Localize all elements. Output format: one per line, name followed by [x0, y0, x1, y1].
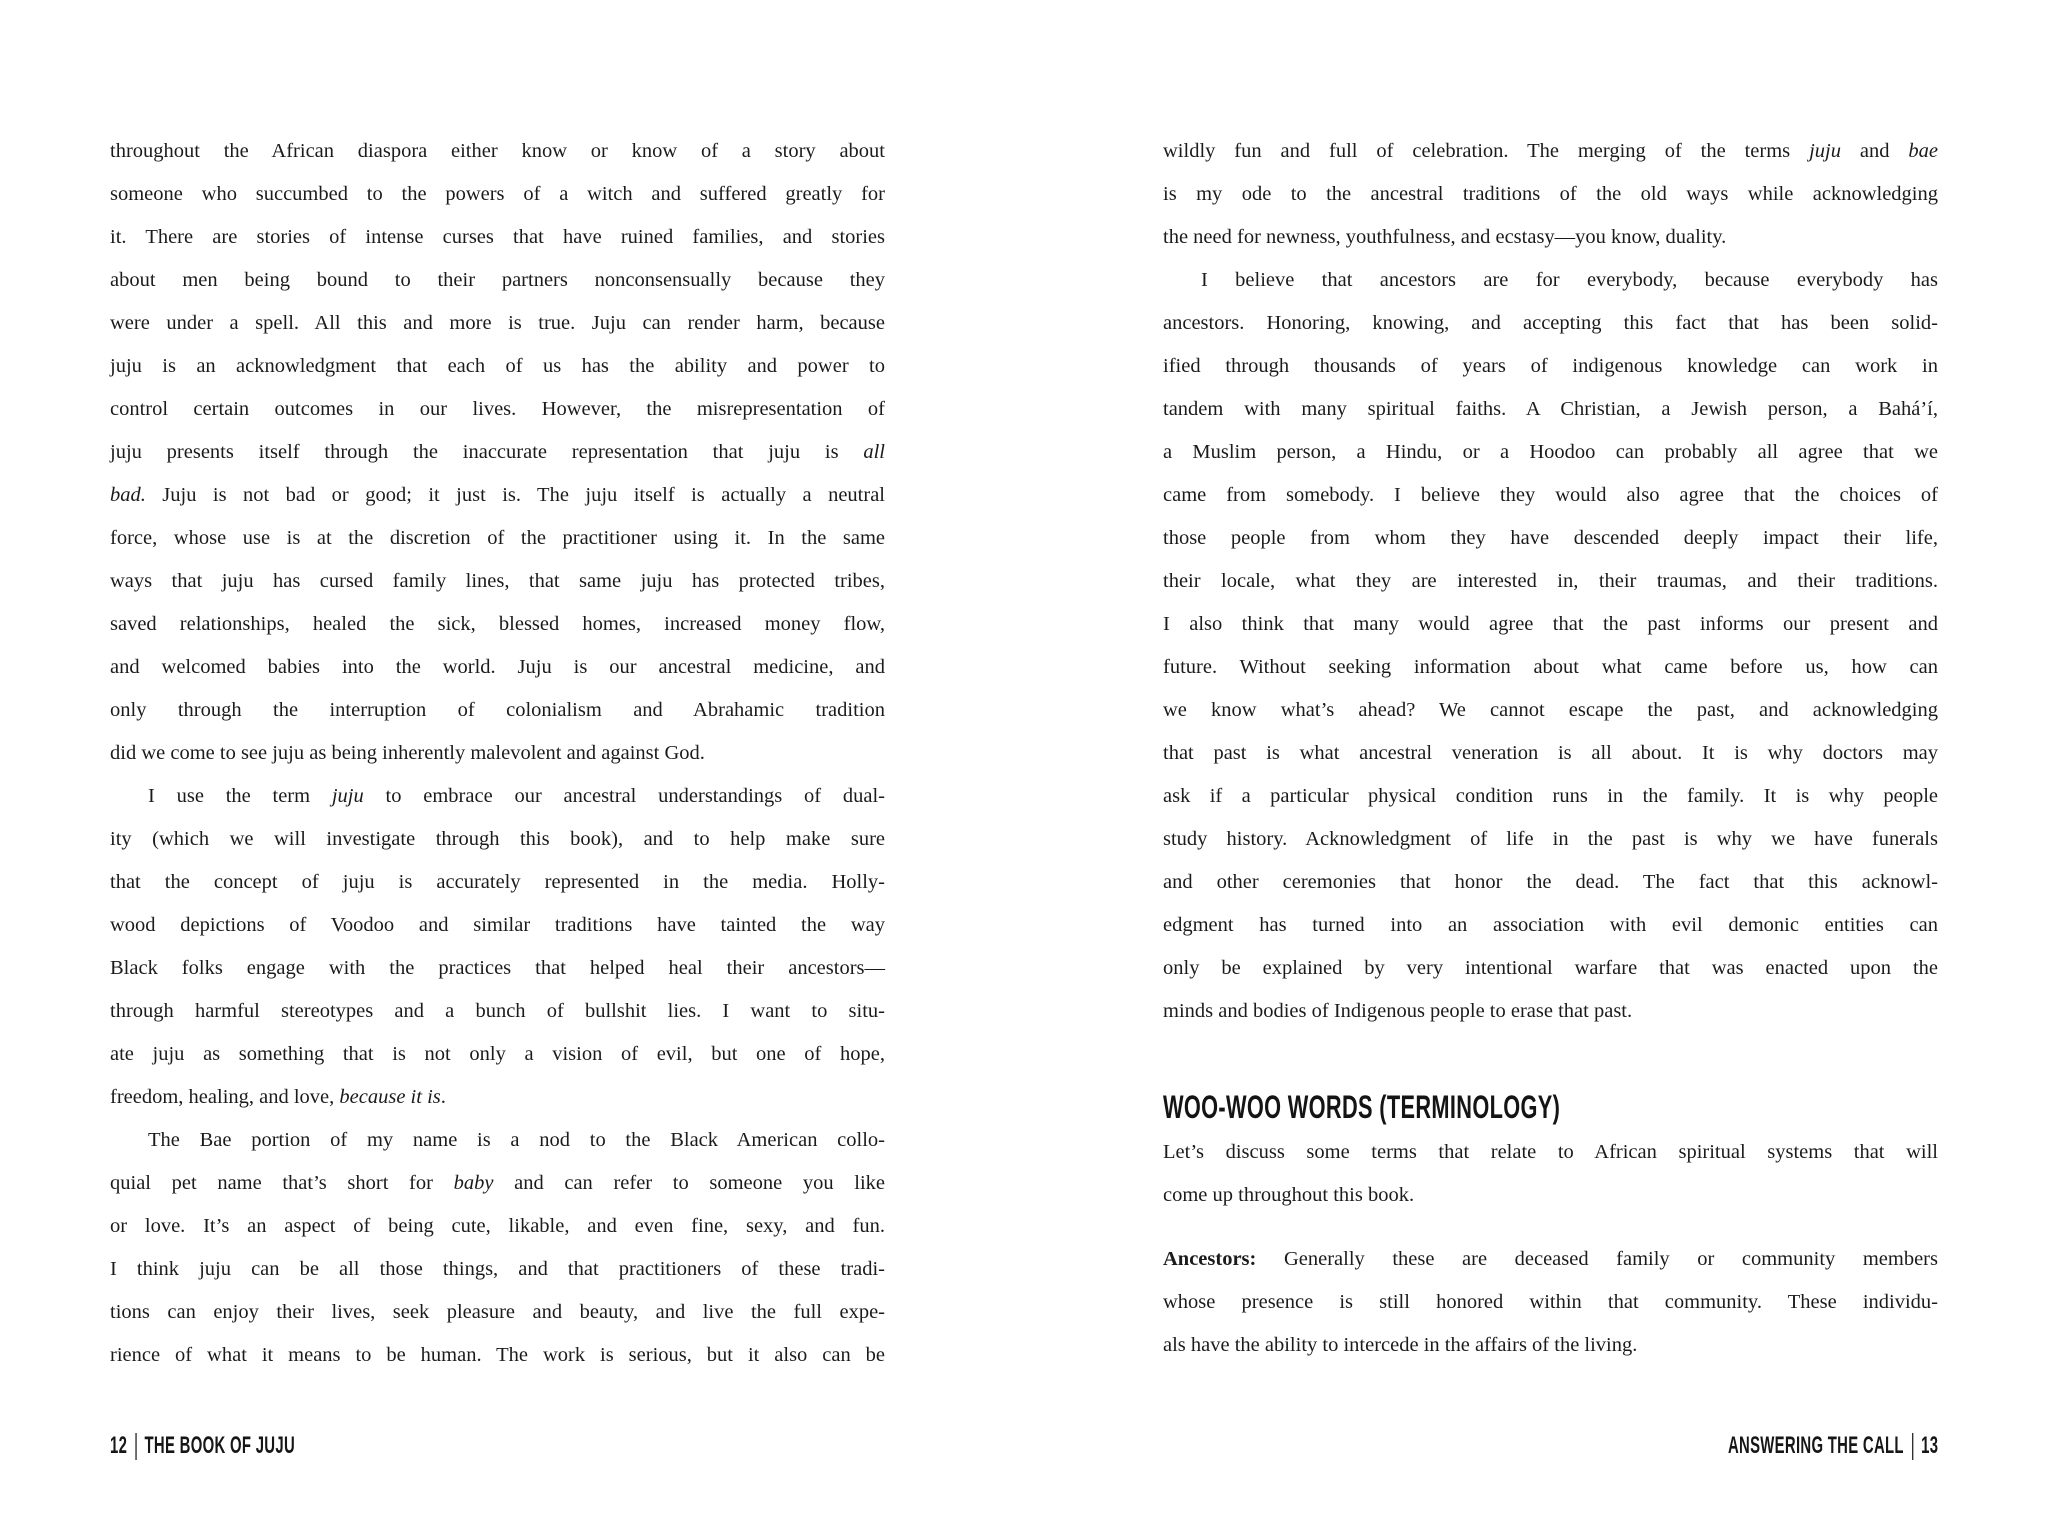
paragraph: [1163, 1238, 1938, 1367]
text-line: I believe that ancestors are for everybody, because everybody has: [1201, 269, 1938, 291]
footer-separator: [1912, 1433, 1913, 1460]
left-footer-text: [110, 1432, 295, 1460]
text-line: I also think that many would agree that the past informs our present and: [1163, 613, 1938, 635]
text-line: that past is what ancestral veneration is all about. It is why doctors may: [1163, 742, 1938, 764]
text-line: minds and bodies of Indigenous people to erase that past.: [1163, 1000, 1633, 1022]
text-line: ate juju as something that is not only a vision of evil, but one of hope,: [110, 1043, 885, 1065]
text-line: ask if a particular physical condition runs in the family. It is why people: [1163, 785, 1938, 807]
text-line: bad. Juju is not bad or good; it just is. The juju itself is actually a neutral: [110, 484, 885, 506]
text-line: were under a spell. All this and more is true. Juju can render harm, because: [110, 312, 885, 334]
text-line: freedom, healing, and love, because it is.: [110, 1086, 446, 1108]
text-line: that the concept of juju is accurately represented in the media. Holly-: [110, 871, 885, 893]
text-line: rience of what it means to be human. The work is serious, but it also can be: [110, 1344, 885, 1366]
text-line: I think juju can be all those things, and that practitioners of these tradi-: [110, 1258, 885, 1280]
section-heading-block: [1163, 1089, 1938, 1125]
text-line: edgment has turned into an association with evil demonic entities can: [1163, 914, 1938, 936]
text-line: future. Without seeking information about what came before us, how can: [1163, 656, 1938, 678]
text-line: only be explained by very intentional warfare that was enacted upon the: [1163, 957, 1938, 979]
text-line: it. There are stories of intense curses that have ruined families, and stories: [110, 226, 885, 248]
paragraph: [1163, 259, 1938, 1033]
text-line: and welcomed babies into the world. Juju is our ancestral medicine, and: [110, 656, 885, 678]
text-line: we know what’s ahead? We cannot escape the past, and acknowledging: [1163, 699, 1938, 721]
text-line: ity (which we will investigate through this book), and to help make sure: [110, 828, 885, 850]
text-line: juju is an acknowledgment that each of us has the ability and power to: [110, 355, 885, 377]
text-line: did we come to see juju as being inherently malevolent and against God.: [110, 742, 705, 764]
text-line: wildly fun and full of celebration. The merging of the terms juju and bae: [1163, 140, 1938, 162]
book-running-title: THE BOOK OF JUJU: [144, 1432, 296, 1459]
section-heading: WOO-WOO WORDS (TERMINOLOGY): [1163, 1089, 1561, 1125]
chapter-running-title: ANSWERING THE CALL: [1727, 1432, 1904, 1459]
text-line: their locale, what they are interested in, their traumas, and their traditions.: [1163, 570, 1938, 592]
text-line: whose presence is still honored within that community. These individu-: [1163, 1291, 1938, 1313]
text-line: the need for newness, youthfulness, and ecstasy—you know, duality.: [1163, 226, 1727, 248]
text-line: ways that juju has cursed family lines, that same juju has protected tribes,: [110, 570, 885, 592]
text-line: Ancestors: Generally these are deceased family or community members: [1163, 1248, 1938, 1270]
right-page-flow: [1163, 130, 1938, 1367]
left-page-footer: [110, 1432, 408, 1460]
text-line: force, whose use is at the discretion of the practitioner using it. In the same: [110, 527, 885, 549]
text-line: is my ode to the ancestral traditions of the old ways while acknowledging: [1163, 183, 1938, 205]
text-line: wood depictions of Voodoo and similar traditions have tainted the way: [110, 914, 885, 936]
text-line: tandem with many spiritual faiths. A Christian, a Jewish person, a Bahá’í,: [1163, 398, 1938, 420]
text-line: tions can enjoy their lives, seek pleasure and beauty, and live the full expe-: [110, 1301, 885, 1323]
text-line: throughout the African diaspora either know or know of a story about: [110, 140, 885, 162]
paragraph: [1163, 1131, 1938, 1217]
text-line: ified through thousands of years of indigenous knowledge can work in: [1163, 355, 1938, 377]
terminology-section: [1163, 1131, 1938, 1367]
text-line: Let’s discuss some terms that relate to African spiritual systems that will: [1163, 1141, 1938, 1163]
paragraph: [110, 1119, 885, 1377]
text-line: a Muslim person, a Hindu, or a Hoodoo can probably all agree that we: [1163, 441, 1938, 463]
paragraph: [110, 775, 885, 1119]
paragraph: [1163, 130, 1938, 259]
left-page-number: 12: [110, 1432, 128, 1459]
left-page-body: [110, 130, 885, 1377]
text-line: about men being bound to their partners nonconsensually because they: [110, 269, 885, 291]
footer-separator: [135, 1433, 136, 1460]
text-line: study history. Acknowledgment of life in the past is why we have funerals: [1163, 828, 1938, 850]
text-line: saved relationships, healed the sick, blessed homes, increased money flow,: [110, 613, 885, 635]
text-line: Black folks engage with the practices that helped heal their ancestors—: [110, 957, 885, 979]
text-line: someone who succumbed to the powers of a witch and suffered greatly for: [110, 183, 885, 205]
text-line: come up throughout this book.: [1163, 1184, 1415, 1206]
right-page-body: [1163, 130, 1938, 1033]
right-footer-text: [1728, 1432, 1938, 1460]
right-page-number: 13: [1920, 1432, 1938, 1459]
text-line: juju presents itself through the inaccurate representation that juju is all: [110, 441, 885, 463]
text-line: control certain outcomes in our lives. However, the misrepresentation of: [110, 398, 885, 420]
text-line: I use the term juju to embrace our ancestral understandings of dual-: [148, 785, 886, 807]
text-line: only through the interruption of colonialism and Abrahamic tradition: [110, 699, 885, 721]
text-line: came from somebody. I believe they would also agree that the choices of: [1163, 484, 1938, 506]
paragraph: [110, 130, 885, 775]
text-line: The Bae portion of my name is a nod to the Black American collo-: [148, 1129, 885, 1151]
text-line: als have the ability to intercede in the affairs of the living.: [1163, 1334, 1638, 1356]
text-line: quial pet name that’s short for baby and can refer to someone you like: [110, 1172, 886, 1194]
text-line: or love. It’s an aspect of being cute, likable, and even fine, sexy, and fun.: [110, 1215, 885, 1237]
text-line: those people from whom they have descended deeply impact their life,: [1163, 527, 1938, 549]
text-line: ancestors. Honoring, knowing, and accepting this fact that has been solid-: [1163, 312, 1938, 334]
text-line: through harmful stereotypes and a bunch of bullshit lies. I want to situ-: [110, 1000, 885, 1022]
right-page-footer: [1599, 1432, 1938, 1460]
text-line: and other ceremonies that honor the dead. The fact that this acknowl-: [1163, 871, 1938, 893]
